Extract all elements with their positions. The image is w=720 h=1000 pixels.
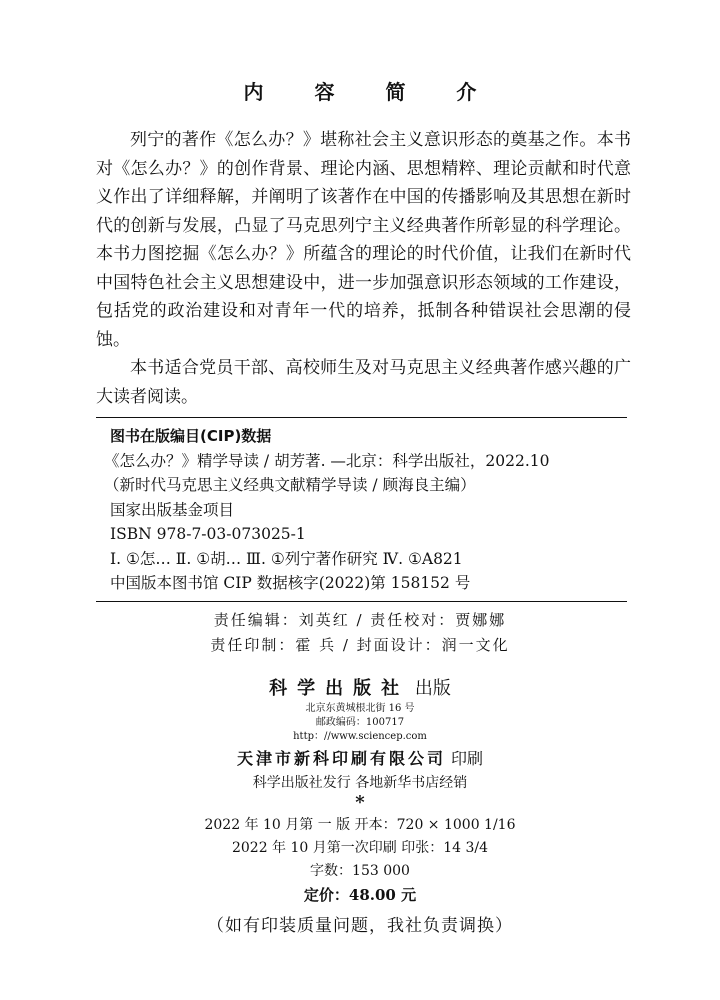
- editor-credit-line-2: 责任印制：霍 兵 / 封面设计：润一文化: [210, 636, 510, 654]
- quality-notice: （如有印装质量问题，我社负责调换）: [207, 916, 513, 936]
- printer-line: [0, 746, 720, 772]
- publisher-name-line: [0, 676, 720, 702]
- edition-line: 2022 年 10 月第 一 版 开本：720 × 1000 1/16: [204, 817, 516, 833]
- publisher-info: [0, 676, 720, 941]
- cip-title-line: 《怎么办？》精学导读 / 胡芳著. —北京：科学出版社，2022.10: [104, 451, 550, 470]
- book-introduction: [96, 126, 631, 411]
- cip-fund-line: 国家出版基金项目: [110, 500, 235, 519]
- page-title: 内 容 简 介: [243, 80, 499, 104]
- edition-specs: [0, 814, 720, 883]
- intro-paragraph-1: 列宁的著作《怎么办？》堪称社会主义意识形态的奠基之作。本书对《怎么办？》的创作背景、理论内涵、思想精粹、理论贡献和时代意义作出了详细释解，并阐明了该著作在中国的传播影响及其思想在新时代的创新与发展，凸显了马克思列宁主义经典著作所彰显的科学理论。本书力图挖掘《怎么办？》所蕴含的理论的时代价值，让我们在新时代中国特色社会主义思想建设中，进一步加强意识形态领域的工作建设，包括党的政治建设和对青年一代的培养，抵制各种错误社会思潮的侵蚀。: [96, 130, 631, 350]
- printing-line: 2022 年 10 月第一次印刷 印张：14 3/4: [231, 840, 489, 856]
- editor-credit-line-1: 责任编辑：刘英红 / 责任校对：贾娜娜: [213, 611, 507, 629]
- cip-bottom-divider: [96, 601, 627, 602]
- separator-star: *: [355, 792, 365, 813]
- publisher-address: 北京东黄城根北街 16 号: [305, 703, 415, 714]
- printer-name: 天津市新科印刷有限公司: [236, 749, 446, 768]
- cip-heading: 图书在版编目(CIP)数据: [110, 427, 272, 445]
- publisher-url: http：//www.sciencep.com: [293, 731, 427, 742]
- word-count-line: 字数：153 000: [310, 863, 410, 879]
- cip-classification-line: Ⅰ. ①怎… Ⅱ. ①胡… Ⅲ. ①列宁著作研究 Ⅳ. ①A821: [110, 549, 463, 568]
- publisher-postcode: 邮政编码：100717: [315, 717, 405, 728]
- cip-data-block: [104, 424, 629, 596]
- editor-credits: [0, 608, 720, 658]
- cip-isbn-line: ISBN 978-7-03-073025-1: [110, 525, 306, 543]
- intro-paragraph-2: 本书适合党员干部、高校师生及对马克思主义经典著作感兴趣的广大读者阅读。: [96, 358, 631, 407]
- cip-series-line: （新时代马克思主义经典文献精学导读 / 顾海良主编）: [104, 476, 476, 494]
- cip-record-number-line: 中国版本图书馆 CIP 数据核字(2022)第 158152 号: [110, 574, 471, 592]
- publisher-suffix: 出版: [414, 678, 451, 699]
- price-line: 定价：48.00 元: [303, 886, 417, 904]
- printer-suffix: 印刷: [451, 749, 484, 768]
- cip-top-divider: [96, 417, 627, 418]
- publisher-name: 科学出版社: [269, 678, 410, 699]
- distribution-line: 科学出版社发行 各地新华书店经销: [252, 775, 468, 791]
